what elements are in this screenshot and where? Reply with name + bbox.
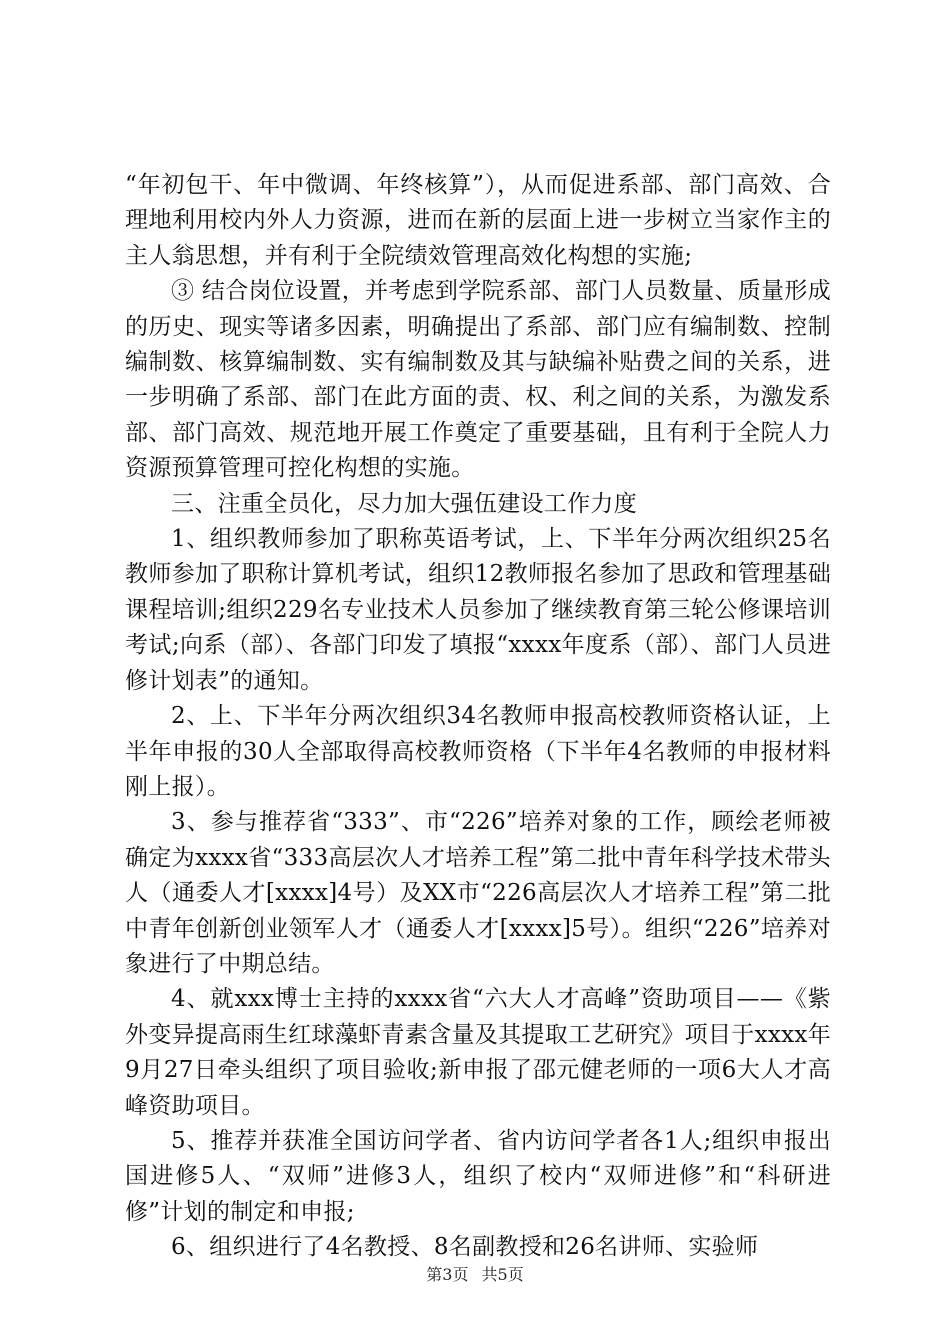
paragraph-point-5: 5、推荐并获准全国访问学者、省内访问学者各1人;组织申报出国进修5人、“双师”进修3人，组织了校内“双师进修”和“科研进修”计划的制定和申报;: [125, 1127, 831, 1225]
paragraph-continuation: “年初包干、年中微调、年终核算”），从而促进系部、部门高效、合理地利用校内外人力资源，进而在新的层面上进一步树立当家作主的主人翁思想，并有利于全院绩效管理高效化构想的实施;: [125, 172, 831, 269]
document-body: [125, 168, 831, 1266]
page-total: 共5页: [481, 1265, 524, 1284]
paragraph-point-3: 3、参与推荐省“333”、市“226”培养对象的工作，顾绘老师被确定为xxxx省“333高层次人才培养工程”第二批中青年科学技术带头人（通委人才[xxxx]4号）及XX市“226高层次人才培养工程”第二批中青年创新创业领军人才（通委人才[xxxx]5号）。组织“226”培养对象进行了中期总结。: [125, 809, 831, 977]
page-footer: [0, 1262, 950, 1285]
paragraph-point-2: 2、上、下半年分两次组织34名教师申报高校教师资格认证，上半年申报的30人全部取得高校教师资格（下半年4名教师的申报材料刚上报）。: [125, 703, 831, 800]
page-number: 第3页: [426, 1265, 469, 1284]
section-heading-3: 三、注重全员化，尽力加大强伍建设工作力度: [171, 490, 637, 517]
paragraph-point-1: 1、组织教师参加了职称英语考试，上、下半年分两次组织25名教师参加了职称计算机考试，组织12教师报名参加了思政和管理基础课程培训;组织229名专业技术人员参加了继续教育第三轮公修课培训考试;向系（部）、各部门印发了填报“xxxx年度系（部）、部门人员进修计划表”的通知。: [125, 526, 831, 694]
paragraph-item-3: ③ 结合岗位设置，并考虑到学院系部、部门人员数量、质量形成的历史、现实等诸多因素，明确提出了系部、部门应有编制数、控制编制数、核算编制数、实有编制数及其与缺编补贴费之间的关系，进一步明确了系部、部门在此方面的责、权、利之间的关系，为激发系部、部门高效、规范地开展工作奠定了重要基础，且有利于全院人力资源预算管理可控化构想的实施。: [125, 278, 832, 482]
paragraph-point-4: 4、就xxx博士主持的xxxx省“六大人才高峰”资助项目——《紫外变异提高雨生红球藻虾青素含量及其提取工艺研究》项目于xxxx年9月27日牵头组织了项目验收;新申报了邵元健老师的一项6大人才高峰资助项目。: [125, 986, 831, 1119]
paragraph-point-6: 6、组织进行了4名教授、8名副教授和26名讲师、实验师: [171, 1234, 759, 1261]
